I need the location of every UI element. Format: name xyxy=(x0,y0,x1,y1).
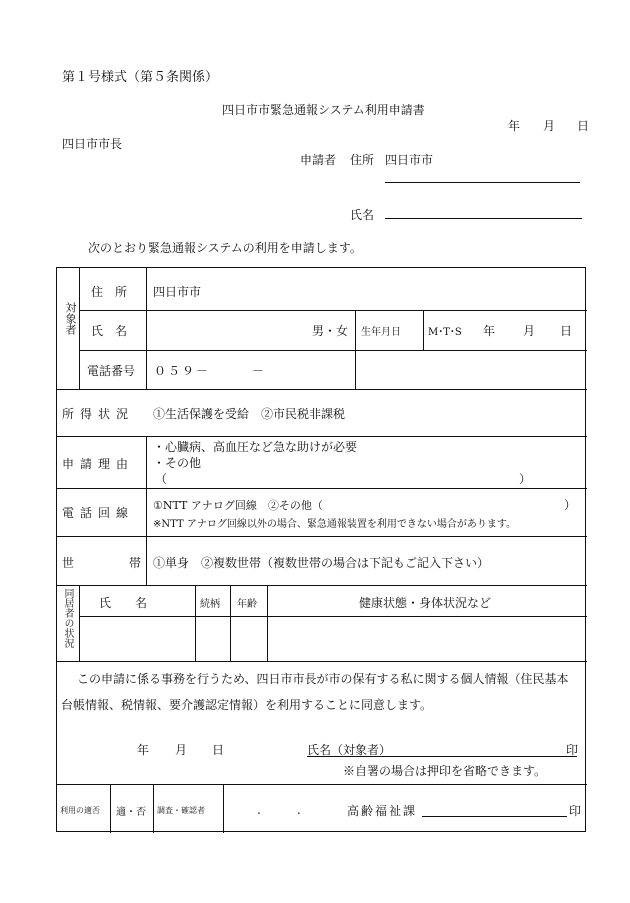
rule xyxy=(57,661,587,662)
seal-note: ※自署の場合は押印を省略できます。 xyxy=(343,764,547,778)
consent-sign-label: 氏名（対象者） xyxy=(307,743,392,757)
income-label: 所得状況 xyxy=(62,407,135,421)
rule xyxy=(355,310,356,389)
birthdate-label: 生年月日 xyxy=(361,327,401,338)
birth-month: 月 xyxy=(523,324,536,338)
date-day: 日 xyxy=(577,119,590,133)
rule xyxy=(267,585,268,661)
address-row-label: 住 所 xyxy=(91,285,128,299)
name-underline[interactable] xyxy=(385,218,582,219)
date-year: 年 xyxy=(508,119,521,133)
rule xyxy=(153,784,154,833)
rule xyxy=(57,536,587,537)
consent-line-1: この申請に係る事務を行うため、四日市市長が市の保有する私に関する個人情報（住民基本 xyxy=(77,672,569,686)
rule xyxy=(57,436,587,437)
reason-label: 申請理由 xyxy=(62,457,135,471)
reason-paren-close: ） xyxy=(519,472,532,486)
reason-paren-open: （ xyxy=(155,472,168,486)
address-underline xyxy=(385,182,580,183)
cohabitant-relation-header: 続柄 xyxy=(200,599,220,610)
applicant-name-label: 氏名 xyxy=(350,208,375,222)
consent-sign-underline[interactable] xyxy=(307,756,577,757)
line-paren-close: ） xyxy=(564,498,577,512)
address-row-value[interactable]: 四日市市 xyxy=(153,285,202,299)
form-number: 第１号様式（第５条関係） xyxy=(62,70,219,85)
rule xyxy=(57,389,587,390)
department-label: 高齢福祉課 xyxy=(347,804,418,818)
usage-label: 利用の適否 xyxy=(60,806,100,815)
checker-label: 調査・確認者 xyxy=(157,806,205,815)
income-options[interactable]: ①生活保護を受給 ②市民税非課税 xyxy=(153,407,346,421)
consent-month: 月 xyxy=(175,743,188,757)
rule xyxy=(79,616,587,617)
applicant-address-value[interactable]: 四日市市 xyxy=(385,153,434,167)
subject-label: 対象者 xyxy=(64,302,77,335)
rule xyxy=(423,310,424,350)
cohabitant-age-header: 年齢 xyxy=(237,599,257,610)
reason-option-1[interactable]: ・心臓病、高血圧など急な助けが必要 xyxy=(153,440,358,454)
applicant-label: 申請者 xyxy=(300,153,337,167)
birth-year: 年 xyxy=(483,324,496,338)
birth-day: 日 xyxy=(560,324,573,338)
addressee: 四日市市長 xyxy=(62,137,123,151)
era-choice[interactable]: M･T･S xyxy=(428,327,462,338)
cohabitant-name-header: 氏 名 xyxy=(99,596,148,610)
household-label-b: 帯 xyxy=(129,556,142,570)
date-month: 月 xyxy=(543,119,556,133)
intro-text: 次のとおり緊急通報システムの利用を申請します。 xyxy=(88,241,362,255)
department-underline[interactable] xyxy=(422,816,567,817)
cohabitant-label: 同居者の状況 xyxy=(62,588,73,648)
consent-day: 日 xyxy=(212,743,225,757)
rule xyxy=(79,268,80,389)
usage-choice[interactable]: 適・否 xyxy=(116,807,146,818)
rule xyxy=(79,585,80,661)
department-seal: 印 xyxy=(569,804,582,818)
application-form-table xyxy=(56,267,586,832)
reason-option-2[interactable]: ・その他 xyxy=(153,456,202,470)
cohabitant-health-header: 健康状態・身体状況など xyxy=(359,596,492,610)
rule xyxy=(146,268,147,389)
rule xyxy=(195,585,196,661)
household-label-a: 世 xyxy=(62,556,75,570)
rule xyxy=(146,436,147,585)
rule xyxy=(79,310,587,311)
applicant-address-label: 住所 xyxy=(350,153,375,167)
sex-choice[interactable]: 男・女 xyxy=(312,324,349,338)
rule xyxy=(57,784,587,785)
line-options[interactable]: ①NTT アナログ回線 ②その他（ xyxy=(153,499,323,512)
rule xyxy=(223,784,224,833)
household-options[interactable]: ①単身 ②複数世帯（複数世帯の場合は下記もご記入下さい） xyxy=(153,556,490,570)
rule xyxy=(57,585,587,586)
line-note: ※NTT アナログ回線以外の場合、緊急通報装置を利用できない場合があります。 xyxy=(153,519,517,530)
consent-line-2: 台帳情報、税情報、要介護認定情報）を利用することに同意します。 xyxy=(61,698,433,712)
rule xyxy=(79,350,587,351)
line-label: 電話回線 xyxy=(62,506,135,520)
phone-prefix[interactable]: ０５９－ xyxy=(154,364,211,378)
phone-label: 電話番号 xyxy=(87,364,136,378)
check-date-dots[interactable]: . . xyxy=(257,803,301,817)
rule xyxy=(57,488,587,489)
name-row-label: 氏 名 xyxy=(91,324,128,338)
phone-dash: － xyxy=(252,364,265,378)
page-title: 四日市市緊急通報システム利用申請書 xyxy=(222,103,425,117)
consent-year: 年 xyxy=(137,743,150,757)
rule xyxy=(230,585,231,661)
rule xyxy=(110,784,111,833)
consent-seal: 印 xyxy=(566,743,579,757)
